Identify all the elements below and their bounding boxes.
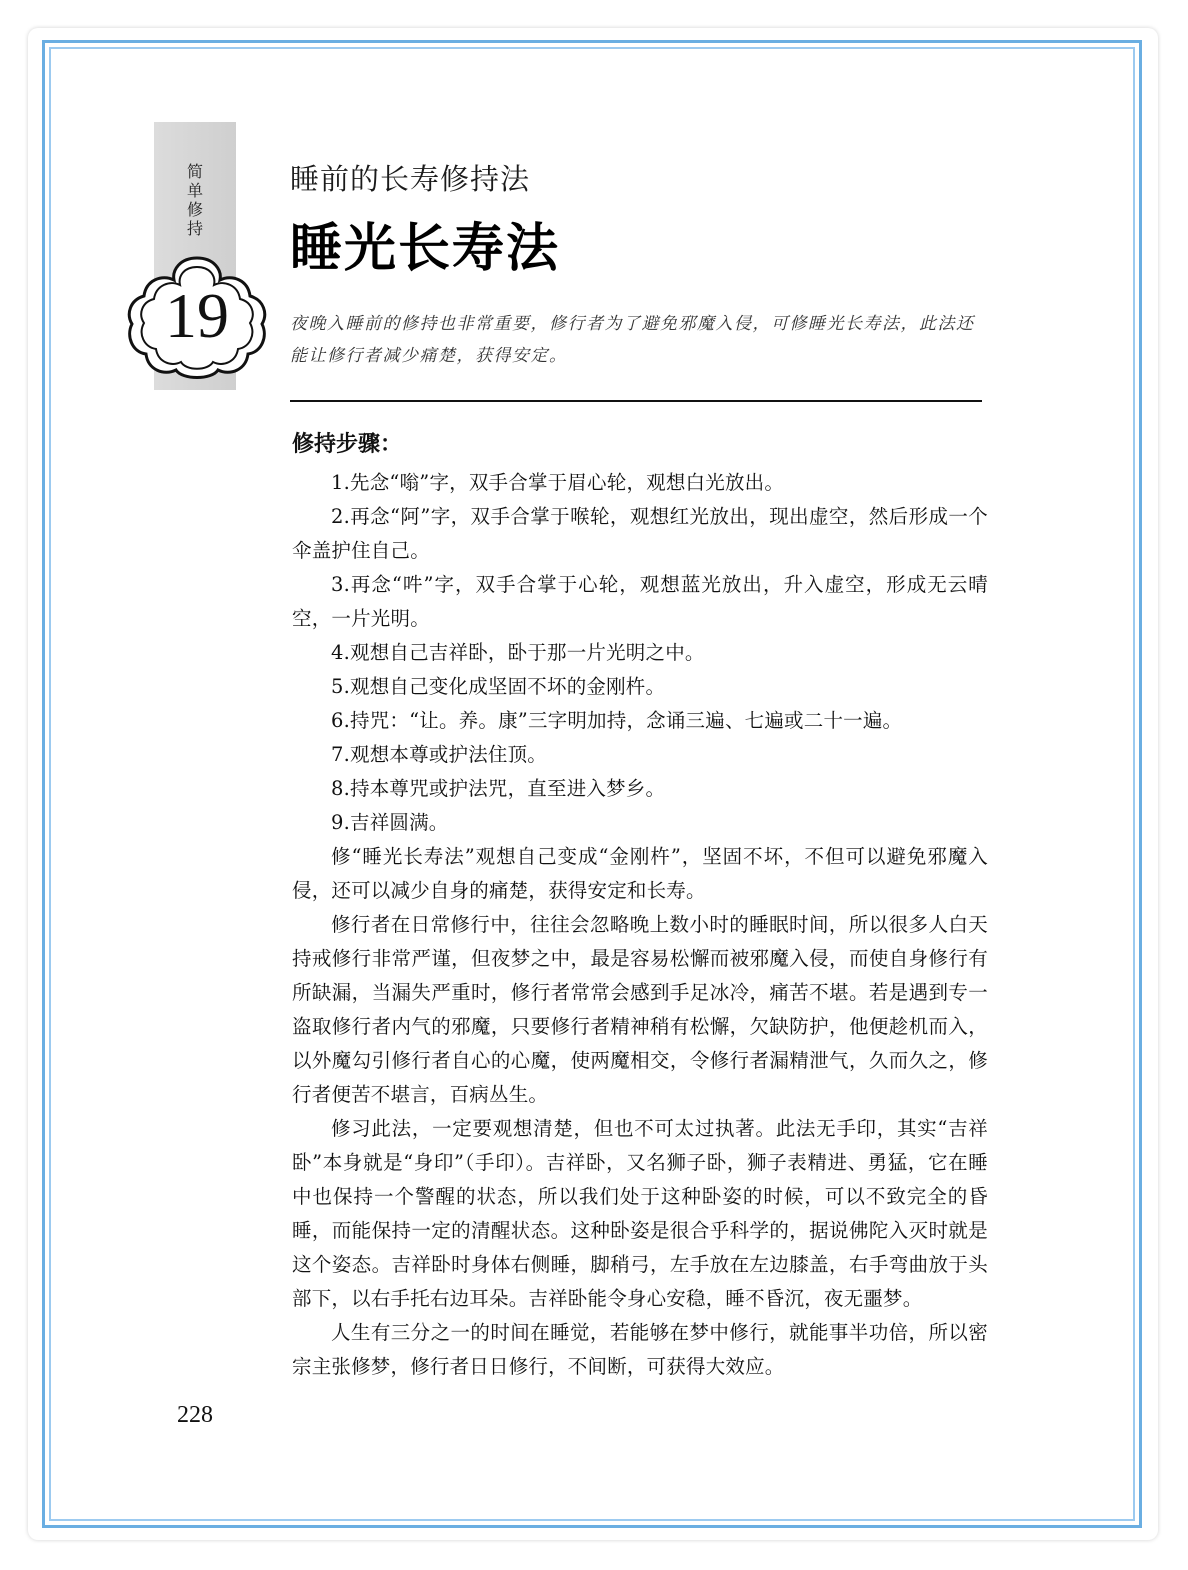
step-5: 5.观想自己变化成坚固不坏的金刚杵。	[331, 675, 666, 698]
divider-rule	[290, 400, 982, 402]
body-paragraph: 修“睡光长寿法”观想自己变成“金刚杵”，坚固不坏，不但可以避免邪魔入侵，还可以减少自身的痛楚，获得安定和长寿。	[292, 845, 988, 902]
chapter-number: 19	[165, 280, 229, 351]
step-8: 8.持本尊咒或护法咒，直至进入梦乡。	[331, 777, 666, 800]
step-3: 3.再念“吽”字，双手合掌于心轮，观想蓝光放出，升入虚空，形成无云晴空，一片光明。	[292, 573, 988, 630]
step-2: 2.再念“阿”字，双手合掌于喉轮，观想红光放出，现出虚空，然后形成一个伞盖护住自己。	[292, 505, 988, 562]
body-paragraph: 人生有三分之一的时间在睡觉，若能够在梦中修行，就能事半功倍，所以密宗主张修梦，修行者日日修行，不间断，可获得大效应。	[292, 1321, 988, 1378]
article-intro: 夜晚入睡前的修持也非常重要，修行者为了避免邪魔入侵，可修睡光长寿法，此法还能让修行者减少痛楚，获得安定。	[290, 314, 975, 366]
step-6: 6.持咒：“让。养。康”三字明加持，念诵三遍、七遍或二十一遍。	[331, 709, 903, 732]
step-4: 4.观想自己吉祥卧，卧于那一片光明之中。	[331, 641, 705, 664]
step-9: 9.吉祥圆满。	[331, 811, 449, 834]
body-paragraph: 修习此法，一定要观想清楚，但也不可太过执著。此法无手印，其实“吉祥卧”本身就是“身印”（手印）。吉祥卧，又名狮子卧，狮子表精进、勇猛，它在睡中也保持一个警醒的状态，所以我们处于这种卧姿的时候，可以不致完全的昏睡，而能保持一定的清醒状态。这种卧姿是很合乎科学的，据说佛陀入灭时就是这个姿态。吉祥卧时身体右侧睡，脚稍弓，左手放在左边膝盖，右手弯曲放于头部下，以右手托右边耳朵。吉祥卧能令身心安稳，睡不昏沉，夜无噩梦。	[292, 1117, 988, 1310]
steps-heading: 修持步骤：	[292, 431, 403, 457]
page-number: 228	[177, 1402, 213, 1428]
step-1: 1.先念“嗡”字，双手合掌于眉心轮，观想白光放出。	[331, 471, 785, 494]
article-body	[292, 424, 988, 1384]
step-7: 7.观想本尊或护法住顶。	[331, 743, 548, 766]
article-subtitle: 睡前的长寿修持法	[290, 162, 531, 196]
body-paragraph: 修行者在日常修行中，往往会忽略晚上数小时的睡眠时间，所以很多人白天持戒修行非常严谨，但夜梦之中，最是容易松懈而被邪魔入侵，而使自身修行有所缺漏，当漏失严重时，修行者常常会感到手足冰冷，痛苦不堪。若是遇到专一盗取修行者内气的邪魔，只要修行者精神稍有松懈，欠缺防护，他便趁机而入，以外魔勾引修行者自心的心魔，使两魔相交，令修行者漏精泄气，久而久之，修行者便苦不堪言，百病丛生。	[292, 913, 988, 1106]
section-side-label: 简单修持	[186, 162, 203, 238]
article-title: 睡光长寿法	[290, 218, 561, 279]
